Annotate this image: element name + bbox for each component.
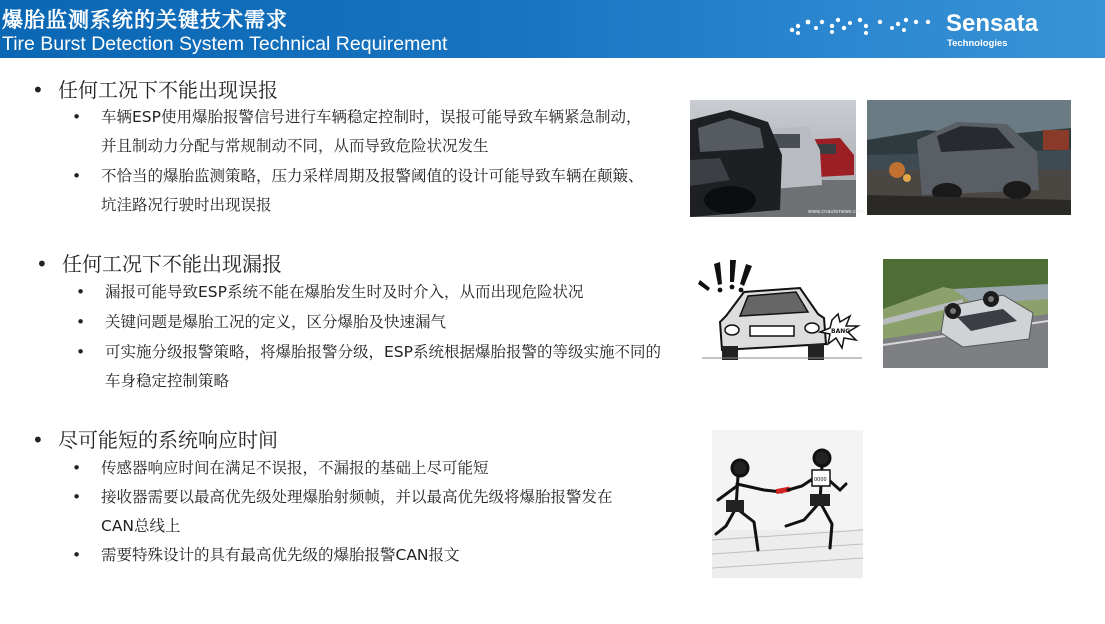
list-item bbox=[72, 483, 644, 541]
list-item-text: 漏报可能导致ESP系统不能在爆胎发生时及时介入，从而出现危险状况 bbox=[105, 283, 584, 301]
list-item-text: 车辆ESP使用爆胎报警信号进行车辆稳定控制时，误报可能导致车辆紧急制动，并且制动力分配与常规制动不同，从而导致危险状况发生 bbox=[101, 108, 642, 155]
bullet-dot: • bbox=[76, 283, 86, 301]
bullet-dot: • bbox=[72, 167, 82, 185]
runner-bib-number: 0000 bbox=[814, 477, 827, 483]
list-item-text: 关键问题是爆胎工况的定义，区分爆胎及快速漏气 bbox=[105, 313, 447, 331]
section-heading bbox=[32, 74, 278, 103]
sensata-logo bbox=[788, 10, 1068, 50]
bullet-dot: • bbox=[72, 459, 82, 477]
list-item bbox=[76, 338, 662, 396]
logo-wordmark: Sensata bbox=[946, 10, 1039, 37]
bullet-dot: • bbox=[32, 428, 44, 452]
bullet-dot: • bbox=[76, 313, 86, 331]
list-item bbox=[72, 162, 652, 220]
bullet-dot: • bbox=[72, 546, 82, 564]
list-item bbox=[76, 278, 656, 307]
section-heading bbox=[36, 248, 282, 277]
logo-dots-icon bbox=[788, 14, 938, 38]
section-heading bbox=[32, 424, 278, 453]
section-heading-text: 任何工况下不能出现误报 bbox=[58, 78, 278, 102]
list-item bbox=[76, 308, 656, 337]
photo-watermark: www.cnautonews.com bbox=[808, 209, 864, 215]
section-heading-text: 尽可能短的系统响应时间 bbox=[58, 428, 278, 452]
burnt-car-photo bbox=[867, 100, 1071, 215]
page-subtitle: Tire Burst Detection System Technical Requirement bbox=[2, 33, 448, 55]
list-item-text: 需要特殊设计的具有最高优先级的爆胎报警CAN报文 bbox=[101, 546, 460, 564]
list-item-text: 接收器需要以最高优先级处理爆胎射频帧，并以最高优先级将爆胎报警发在CAN总线上 bbox=[101, 488, 613, 535]
list-item-text: 不恰当的爆胎监测策略，压力采样周期及报警阈值的设计可能导致车辆在颠簸、坑洼路况行驶时出现误报 bbox=[101, 167, 644, 214]
sketch-burst-label: BANG bbox=[831, 328, 851, 335]
list-item-text: 传感器响应时间在满足不误报，不漏报的基础上尽可能短 bbox=[101, 459, 489, 477]
bullet-dot: • bbox=[72, 488, 82, 506]
title-banner bbox=[0, 0, 1105, 58]
list-item bbox=[72, 454, 652, 483]
list-item-text: 可实施分级报警策略，将爆胎报警分级，ESP系统根据爆胎报警的等级实施不同的车身稳定控制策略 bbox=[105, 343, 661, 390]
logo-subtitle: Technologies bbox=[947, 38, 1008, 49]
car-collision-photo bbox=[690, 100, 864, 217]
overturned-car-photo bbox=[883, 259, 1048, 368]
list-item bbox=[72, 541, 652, 570]
tire-burst-sketch bbox=[692, 258, 872, 365]
page-title: 爆胎监测系统的关键技术需求 bbox=[2, 8, 288, 32]
bullet-dot: • bbox=[76, 343, 86, 361]
section-heading-text: 任何工况下不能出现漏报 bbox=[62, 252, 282, 276]
bullet-dot: • bbox=[36, 252, 48, 276]
bullet-dot: • bbox=[72, 108, 82, 126]
relay-race-sketch bbox=[712, 430, 863, 578]
list-item bbox=[72, 103, 652, 161]
bullet-dot: • bbox=[32, 78, 44, 102]
